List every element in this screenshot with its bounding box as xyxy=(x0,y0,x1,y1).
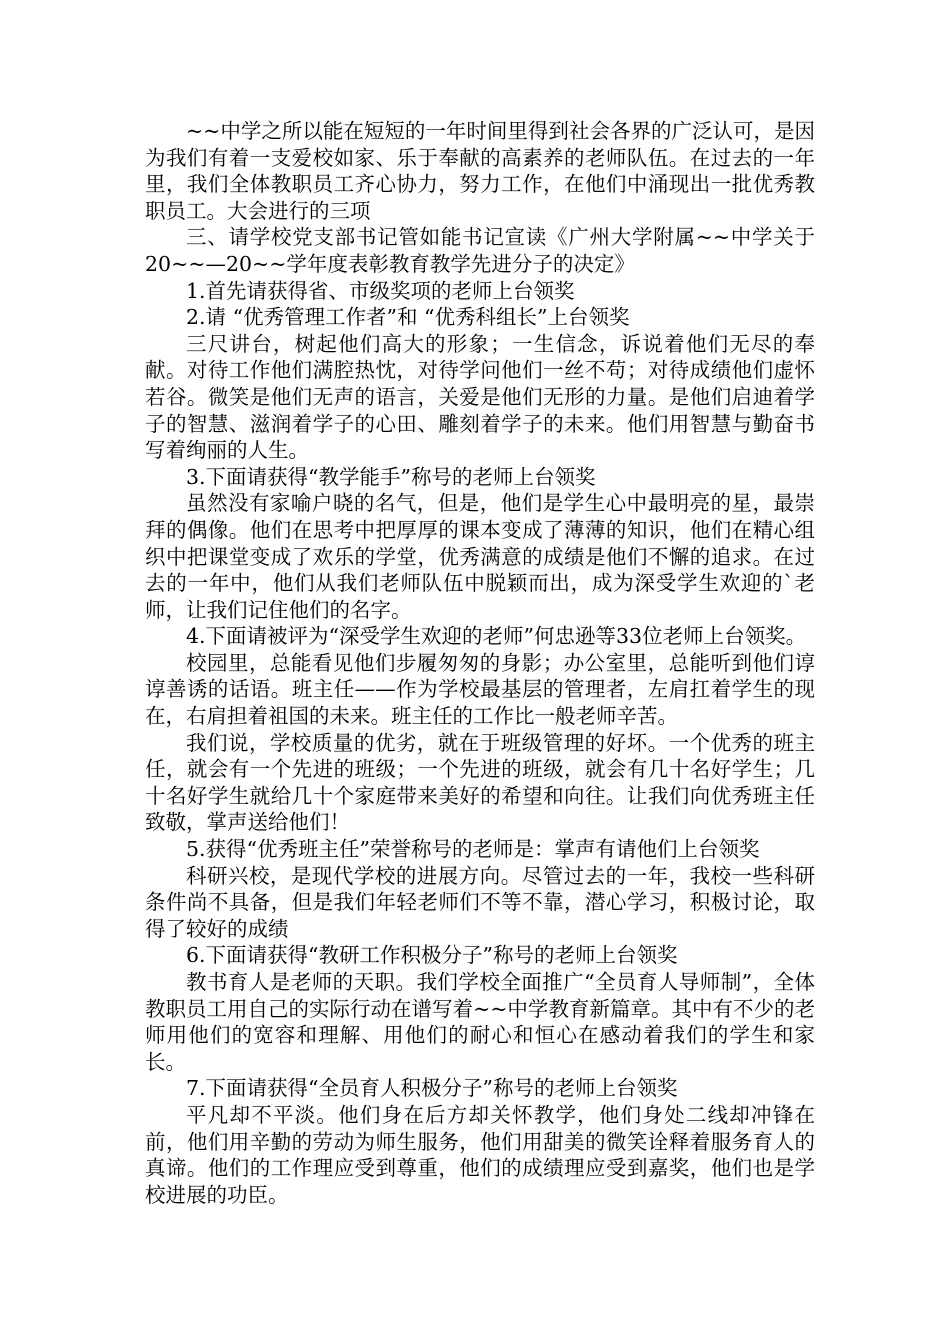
paragraph-tribute-research: 科研兴校，是现代学校的进展方向。尽管过去的一年，我校一些科研条件尚不具备，但是我们年轻老师们不等不靠，潜心学习，积极讨论，取得了较好的成绩 xyxy=(145,863,815,941)
award-item-2: 2.请 “优秀管理工作者”和 “优秀科组长”上台领奖 xyxy=(186,305,630,330)
paragraph-tribute-mentors: 教书育人是老师的天职。我们学校全面推广“全员育人导师制”，全体教职员工用自己的实际行动在谱写着~~中学教育新篇章。其中有不少的老师用他们的宽容和理解、用他们的耐心和恒心在感动着我们的学生和家长。 xyxy=(145,970,815,1074)
paragraph-tribute-campus: 校园里，总能看见他们步履匆匆的身影；办公室里，总能听到他们谆谆善诱的话语。班主任——作为学校最基层的管理者，左肩扛着学生的现在，右肩担着祖国的未来。班主任的工作比一般老师辛苦。 xyxy=(145,650,815,729)
paragraph-tribute-stars: 虽然没有家喻户晓的名气，但是，他们是学生心中最明亮的星，最崇拜的偶像。他们在思考中把厚厚的课本变成了薄薄的知识，他们在精心组织中把课堂变成了欢乐的学堂，优秀满意的成绩是他们不懈的追求。在过去的一年中，他们从我们老师队伍中脱颖而出，成为深受学生欢迎的`老师，让我们记住他们的名字。 xyxy=(145,491,815,622)
award-item-4: 4.下面请被评为“深受学生欢迎的老师”何忠逊等33位老师上台领奖。 xyxy=(186,624,807,649)
document-body xyxy=(145,118,815,1208)
award-item-1: 1.首先请获得省、市级奖项的老师上台领奖 xyxy=(186,278,575,303)
award-item-3: 3.下面请获得“教学能手”称号的老师上台领奖 xyxy=(186,464,596,489)
award-item-5: 5.获得“优秀班主任”荣誉称号的老师是：掌声有请他们上台领奖 xyxy=(186,837,760,862)
paragraph-intro: ~~中学之所以能在短短的一年时间里得到社会各界的广泛认可，是因为我们有着一支爱校如家、乐于奉献的高素养的老师队伍。在过去的一年里，我们全体教职员工齐心协力，努力工作，在他们中涌现出一批优秀教职员工。大会进行的三项 xyxy=(145,119,815,223)
award-item-6: 6.下面请获得“教研工作积极分子”称号的老师上台领奖 xyxy=(186,943,678,968)
award-item-7: 7.下面请获得“全员育人积极分子”称号的老师上台领奖 xyxy=(186,1076,678,1101)
paragraph-tribute-support-staff: 平凡却不平淡。他们身在后方却关怀教学，他们身处二线却冲锋在前，他们用辛勤的劳动为师生服务，他们用甜美的微笑诠释着服务育人的真谛。他们的工作理应受到尊重，他们的成绩理应受到嘉奖，他们也是学校进展的功臣。 xyxy=(145,1102,815,1207)
paragraph-item-three: 三、请学校党支部书记管如能书记宣读《广州大学附属~~中学关于20~~—20~~学年度表彰教育教学先进分子的决定》 xyxy=(145,225,815,276)
paragraph-tribute-podium: 三尺讲台，树起他们高大的形象；一生信念，诉说着他们无尽的奉献。对待工作他们满腔热忱，对待学问他们一丝不苟；对待成绩他们虚怀若谷。微笑是他们无声的语言，关爱是他们无形的力量。是他们启迪着学子的智慧、滋润着学子的心田、雕刻着学子的未来。他们用智慧与勤奋书写着绚丽的人生。 xyxy=(145,331,815,463)
paragraph-tribute-class-teacher: 我们说，学校质量的优劣，就在于班级管理的好坏。一个优秀的班主任，就会有一个先进的班级；一个先进的班级，就会有几十名好学生；几十名好学生就给几十个家庭带来美好的希望和向往。让我们向优秀班主任致敬，掌声送给他们！ xyxy=(145,730,815,835)
